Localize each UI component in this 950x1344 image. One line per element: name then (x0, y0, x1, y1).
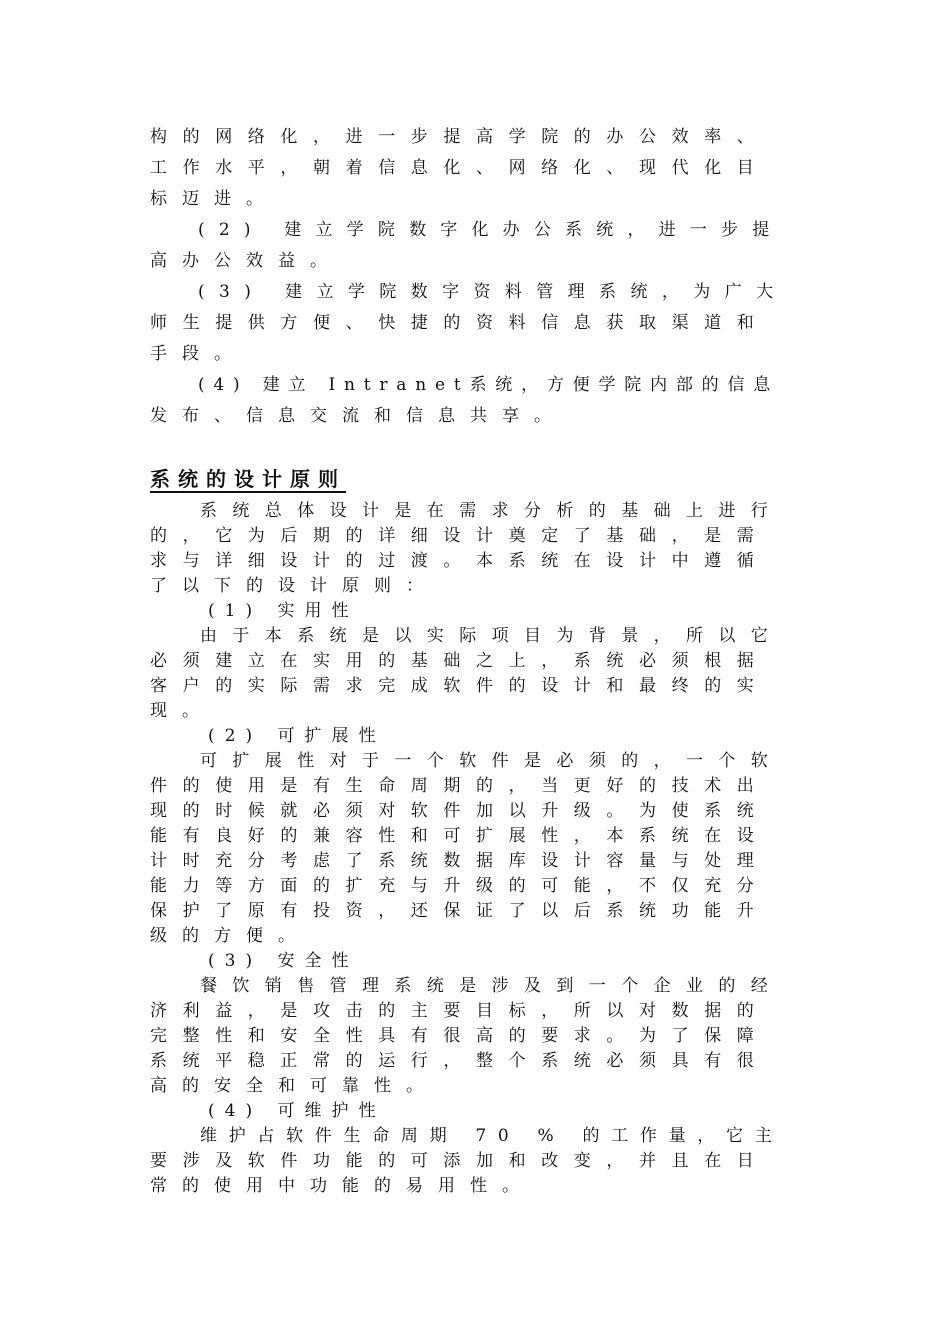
text-line: 件的使用是有生命周期的，当更好的技术出 (150, 776, 770, 796)
text-line: 济利益，是攻击的主要目标，所以对数据的 (150, 1001, 770, 1021)
text-line: 维护占软件生命周期 70 % 的工作量，它主 (200, 1126, 784, 1146)
text-line: 工作水平，朝着信息化、网络化、现代化目 (150, 158, 770, 178)
text-line: 现的时候就必须对软件加以升级。为使系统 (150, 801, 770, 821)
text-line: 由于本系统是以实际项目为背景，所以它 (200, 626, 784, 646)
text-line: 完整性和安全性具有很高的要求。为了保障 (150, 1026, 770, 1046)
text-line: 手段。 (150, 344, 246, 364)
section-heading: 系统的设计原则 (150, 467, 346, 491)
text-line: (3) 建立学院数字资料管理系统，为广大 (198, 282, 788, 302)
text-line: 求与详细设计的过渡。本系统在设计中遵循 (150, 551, 770, 571)
text-line: 标迈进。 (150, 189, 278, 209)
text-line: 餐饮销售管理系统是涉及到一个企业的经 (200, 976, 784, 996)
text-line: 必须建立在实用的基础之上，系统必须根据 (150, 651, 770, 671)
text-line: 系统平稳正常的运行，整个系统必须具有很 (150, 1051, 770, 1071)
subsection-title: (4) 可维护性 (208, 1101, 386, 1121)
section-body (150, 499, 790, 1199)
subsection-title: (1) 实用性 (208, 601, 359, 621)
subsection-title: (3) 安全性 (208, 951, 359, 971)
text-line: (4) 建立 Intranet系统，方便学院内部的信息 (198, 375, 780, 395)
subsection-title: (2) 可扩展性 (208, 726, 386, 746)
text-line: 现。 (150, 701, 214, 721)
text-line: 要涉及软件功能的可添加和改变，并且在日 (150, 1151, 770, 1171)
text-line: (2) 建立学院数字化办公系统，进一步提 (198, 220, 784, 240)
text-line: 计时充分考虑了系统数据库设计容量与处理 (150, 851, 770, 871)
text-line: 的，它为后期的详细设计奠定了基础，是需 (150, 526, 770, 546)
text-line: 能力等方面的扩充与升级的可能，不仅充分 (150, 876, 770, 896)
text-line: 构的网络化，进一步提高学院的办公效率、 (150, 127, 770, 147)
text-line: 能有良好的兼容性和可扩展性，本系统在设 (150, 826, 770, 846)
text-line: 高的安全和可靠性。 (150, 1076, 438, 1096)
text-line: 客户的实际需求完成软件的设计和最终的实 (150, 676, 770, 696)
text-line: 了以下的设计原则： (150, 576, 438, 596)
text-line: 级的方便。 (150, 926, 310, 946)
text-line: 保护了原有投资，还保证了以后系统功能升 (150, 901, 770, 921)
intro-block (150, 122, 790, 432)
text-line: 常的使用中功能的易用性。 (150, 1176, 534, 1196)
text-line: 可扩展性对于一个软件是必须的，一个软 (200, 751, 784, 771)
text-line: 系统总体设计是在需求分析的基础上进行 (200, 501, 784, 521)
text-line: 发布、信息交流和信息共享。 (150, 406, 566, 426)
text-line: 高办公效益。 (150, 251, 342, 271)
document-page (150, 122, 790, 1199)
text-line: 师生提供方便、快捷的资料信息获取渠道和 (150, 313, 770, 333)
